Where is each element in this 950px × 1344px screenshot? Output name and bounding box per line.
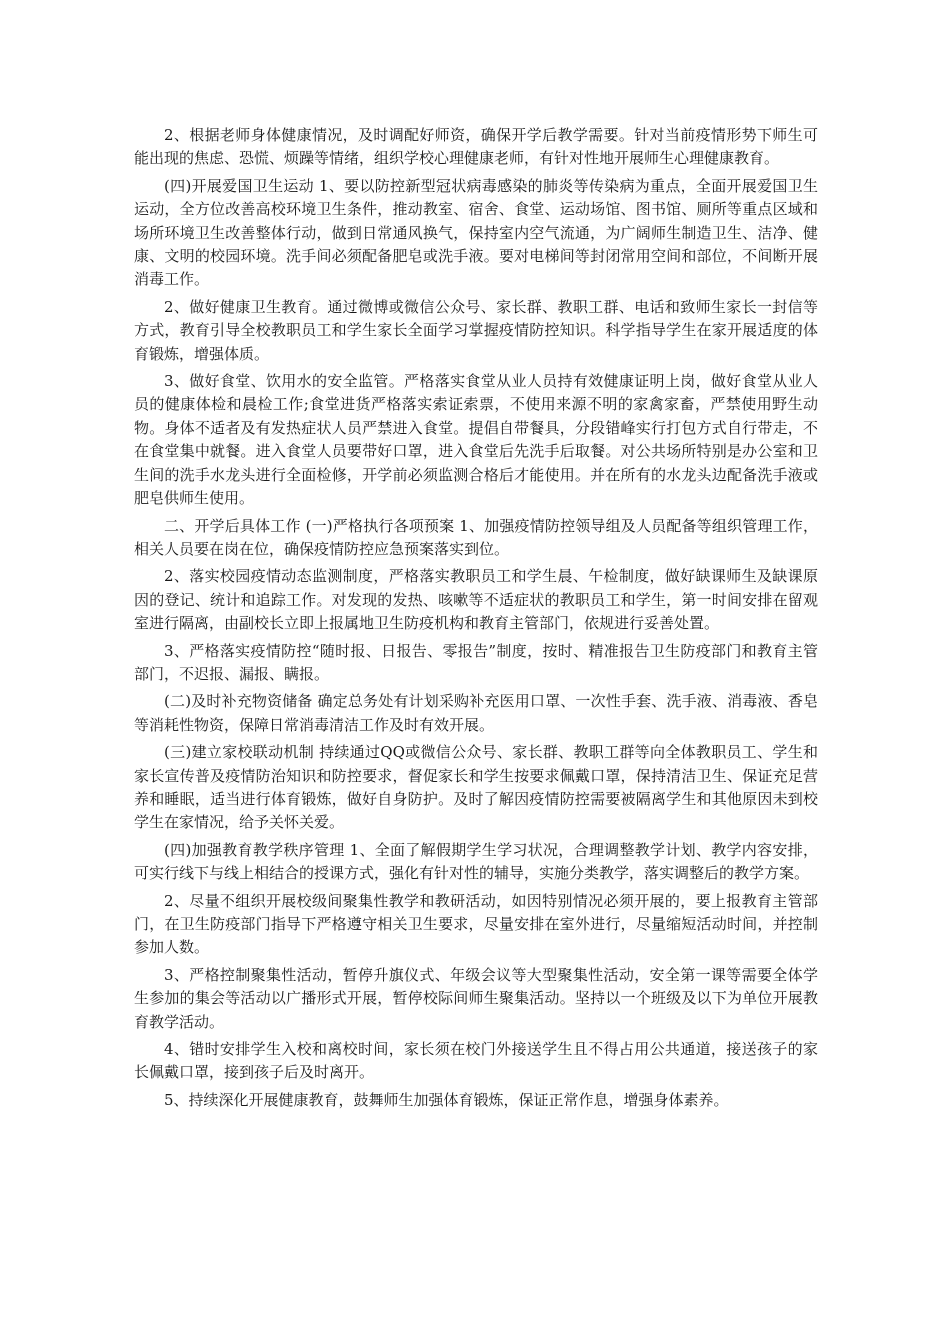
document-body [134,124,818,1116]
paragraph: 3、严格控制聚集性活动，暂停升旗仪式、年级会议等大型聚集性活动，安全第一课等需要全体学生参加的集会等活动以广播形式开展，暂停校际间师生聚集活动。坚持以一个班级及以下为单位开展教育教学活动。 [134,965,818,1031]
paragraph: 3、严格落实疫情防控“随时报、日报告、零报告”制度，按时、精准报告卫生防疫部门和教育主管部门，不迟报、漏报、瞒报。 [134,641,818,683]
paragraph: (四)加强教育教学秩序管理 1、全面了解假期学生学习状况，合理调整教学计划、教学内容安排，可实行线下与线上相结合的授课方式，强化有针对性的辅导，实施分类教学，落实调整后的教学方案。 [134,840,818,883]
paragraph: 2、做好健康卫生教育。通过微博或微信公众号、家长群、教职工群、电话和致师生家长一封信等方式，教育引导全校教职员工和学生家长全面学习掌握疫情防控知识。科学指导学生在家开展适度的体育锻炼，增强体质。 [134,297,818,363]
paragraph: 2、尽量不组织开展校级间聚集性教学和教研活动，如因特别情况必须开展的，要上报教育主管部门，在卫生防疫部门指导下严格遵守相关卫生要求，尽量安排在室外进行，尽量缩短活动时间，并控制参加人数。 [134,891,818,957]
paragraph: 二、开学后具体工作 (一)严格执行各项预案 1、加强疫情防控领导组及人员配备等组织管理工作，相关人员要在岗在位，确保疫情防控应急预案落实到位。 [134,516,818,558]
paragraph: (三)建立家校联动机制 持续通过QQ或微信公众号、家长群、教职工群等向全体教职员工、学生和家长宣传普及疫情防治知识和防控要求，督促家长和学生按要求佩戴口罩，保持清洁卫生、保证充足营养和睡眠，适当进行体育锻炼，做好自身防护。及时了解因疫情防控需要被隔离学生和其他原因未到校学生在家情况，给予关怀关爱。 [134,743,818,832]
paragraph: 5、持续深化开展健康教育，鼓舞师生加强体育锻炼，保证正常作息，增强身体素养。 [164,1090,729,1109]
paragraph: 3、做好食堂、饮用水的安全监管。严格落实食堂从业人员持有效健康证明上岗，做好食堂从业人员的健康体检和晨检工作;食堂进货严格落实索证索票，不使用来源不明的家禽家畜，严禁使用野生动物。身体不适者及有发热症状人员严禁进入食堂。提倡自带餐具，分段错峰实行打包方式自行带走，不在食堂集中就餐。进入食堂人员要带好口罩，进入食堂后先洗手后取餐。对公共场所特别是办公室和卫生间的洗手水龙头进行全面检修，开学前必须监测合格后才能使用。并在所有的水龙头边配备洗手液或肥皂供师生使用。 [134,372,818,508]
paragraph: 4、错时安排学生入校和离校时间，家长须在校门外接送学生且不得占用公共通道，接送孩子的家长佩戴口罩，接到孩子后及时离开。 [134,1040,818,1082]
paragraph: 2、落实校园疫情动态监测制度，严格落实教职员工和学生晨、午检制度，做好缺课师生及缺课原因的登记、统计和追踪工作。对发现的发热、咳嗽等不适症状的教职员工和学生，第一时间安排在留观室进行隔离，由副校长立即上报属地卫生防疫机构和教育主管部门，依规进行妥善处置。 [134,567,818,633]
paragraph: 2、根据老师身体健康情况，及时调配好师资，确保开学后教学需要。针对当前疫情形势下师生可能出现的焦虑、恐慌、烦躁等情绪，组织学校心理健康老师，有针对性地开展师生心理健康教育。 [134,126,818,168]
paragraph: (四)开展爱国卫生运动 1、要以防控新型冠状病毒感染的肺炎等传染病为重点，全面开展爱国卫生运动，全方位改善高校环境卫生条件，推动教室、宿舍、食堂、运动场馆、图书馆、厕所等重点区域和场所环境卫生改善整体行动，做到日常通风换气，保持室内空气流通，为广阔师生制造卫生、洁净、健康、文明的校园环境。洗手间必须配备肥皂或洗手液。要对电梯间等封闭常用空间和部位，不间断开展消毒工作。 [134,176,818,289]
paragraph: (二)及时补充物资储备 确定总务处有计划采购补充医用口罩、一次性手套、洗手液、消毒液、香皂等消耗性物资，保障日常消毒清洁工作及时有效开展。 [134,692,818,734]
